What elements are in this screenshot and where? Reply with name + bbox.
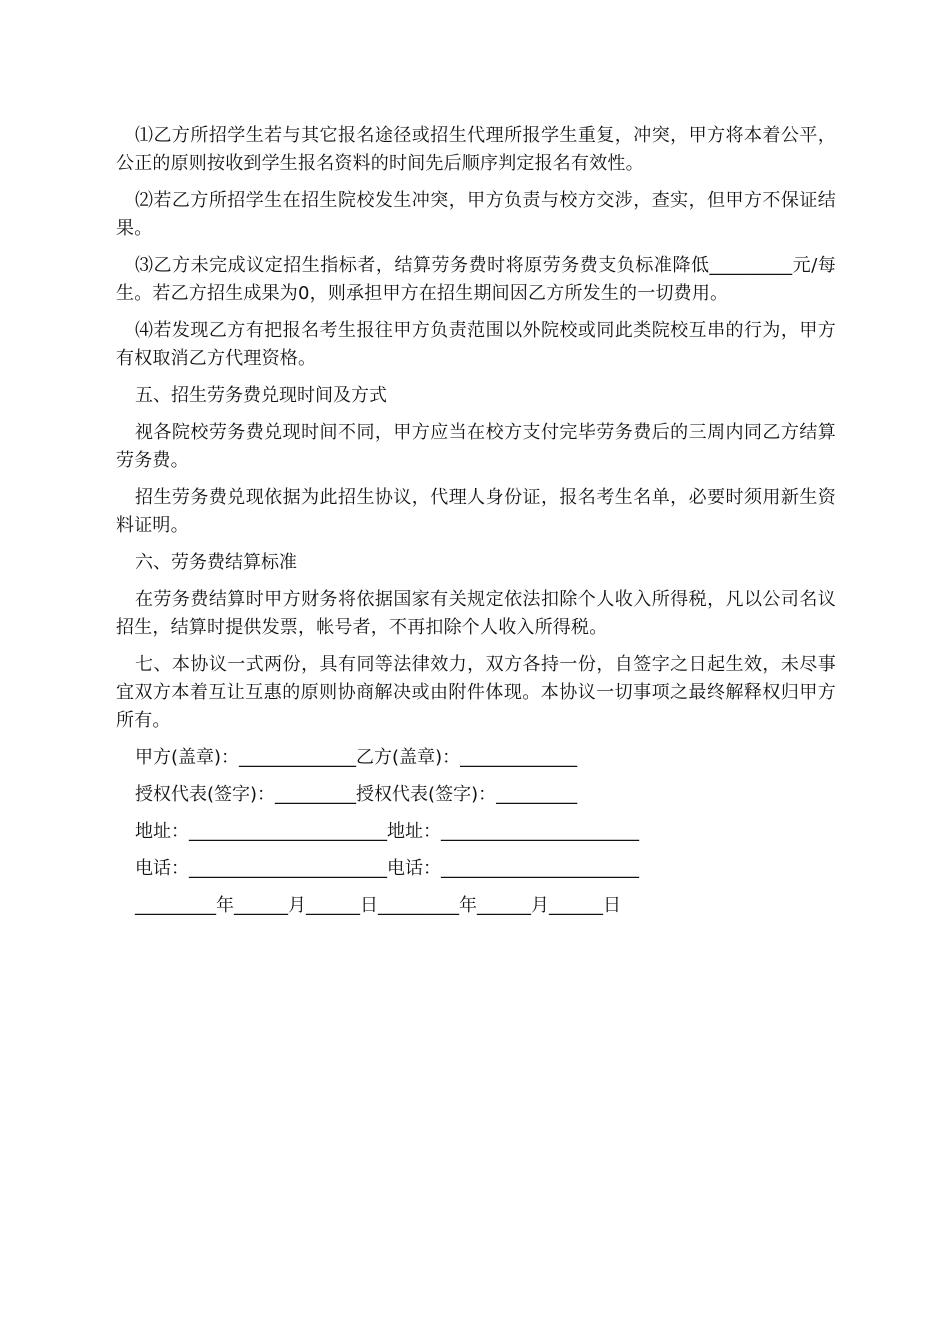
section-5-paragraph-1: 视各院校劳务费兑现时间不同，甲方应当在校方支付完毕劳务费后的三周内同乙方结算劳务费。	[116, 422, 836, 471]
representative-signature-line: 授权代表(签字)：_________授权代表(签字)：_________	[135, 784, 578, 805]
clause-4: ⑷若发现乙方有把报名考生报往甲方负责范围以外院校或同此类院校互串的行为，甲方有权取消乙方代理资格。	[116, 320, 836, 369]
section-6-heading: 六、劳务费结算标准	[135, 552, 297, 573]
section-7-paragraph: 七、本协议一式两份，具有同等法律效力，双方各持一份，自签字之日起生效，未尽事宜双方本着互让互惠的原则协商解决或由附件体现。本协议一切事项之最终解释权归甲方所有。	[116, 654, 836, 731]
section-6-paragraph-1: 在劳务费结算时甲方财务将依据国家有关规定依法扣除个人收入所得税，凡以公司名议招生，结算时提供发票，帐号者，不再扣除个人收入所得税。	[116, 589, 836, 638]
seal-line: 甲方(盖章)：_____________乙方(盖章)：_____________	[135, 747, 578, 768]
phone-line: 电话：______________________电话：______________________	[135, 858, 639, 879]
section-5-paragraph-2: 招生劳务费兑现依据为此招生协议，代理人身份证，报名考生名单，必要时须用新生资料证明。	[116, 487, 836, 536]
address-line: 地址：______________________地址：______________________	[135, 821, 639, 842]
date-line: _________年______月______日_________年______月______日	[135, 895, 621, 916]
clause-3: ⑶乙方未完成议定招生指标者，结算劳务费时将原劳务费支负标准降低_________元/每生。若乙方招生成果为0，则承担甲方在招生期间因乙方所发生的一切费用。	[116, 255, 836, 304]
document-page	[116, 122, 836, 929]
section-5-heading: 五、招生劳务费兑现时间及方式	[135, 385, 387, 406]
clause-1: ⑴乙方所招学生若与其它报名途径或招生代理所报学生重复，冲突，甲方将本着公平，公正的原则按收到学生报名资料的时间先后顺序判定报名有效性。	[116, 125, 836, 174]
signature-block	[116, 744, 836, 919]
clause-2: ⑵若乙方所招学生在招生院校发生冲突，甲方负责与校方交涉，查实，但甲方不保证结果。	[116, 190, 836, 239]
